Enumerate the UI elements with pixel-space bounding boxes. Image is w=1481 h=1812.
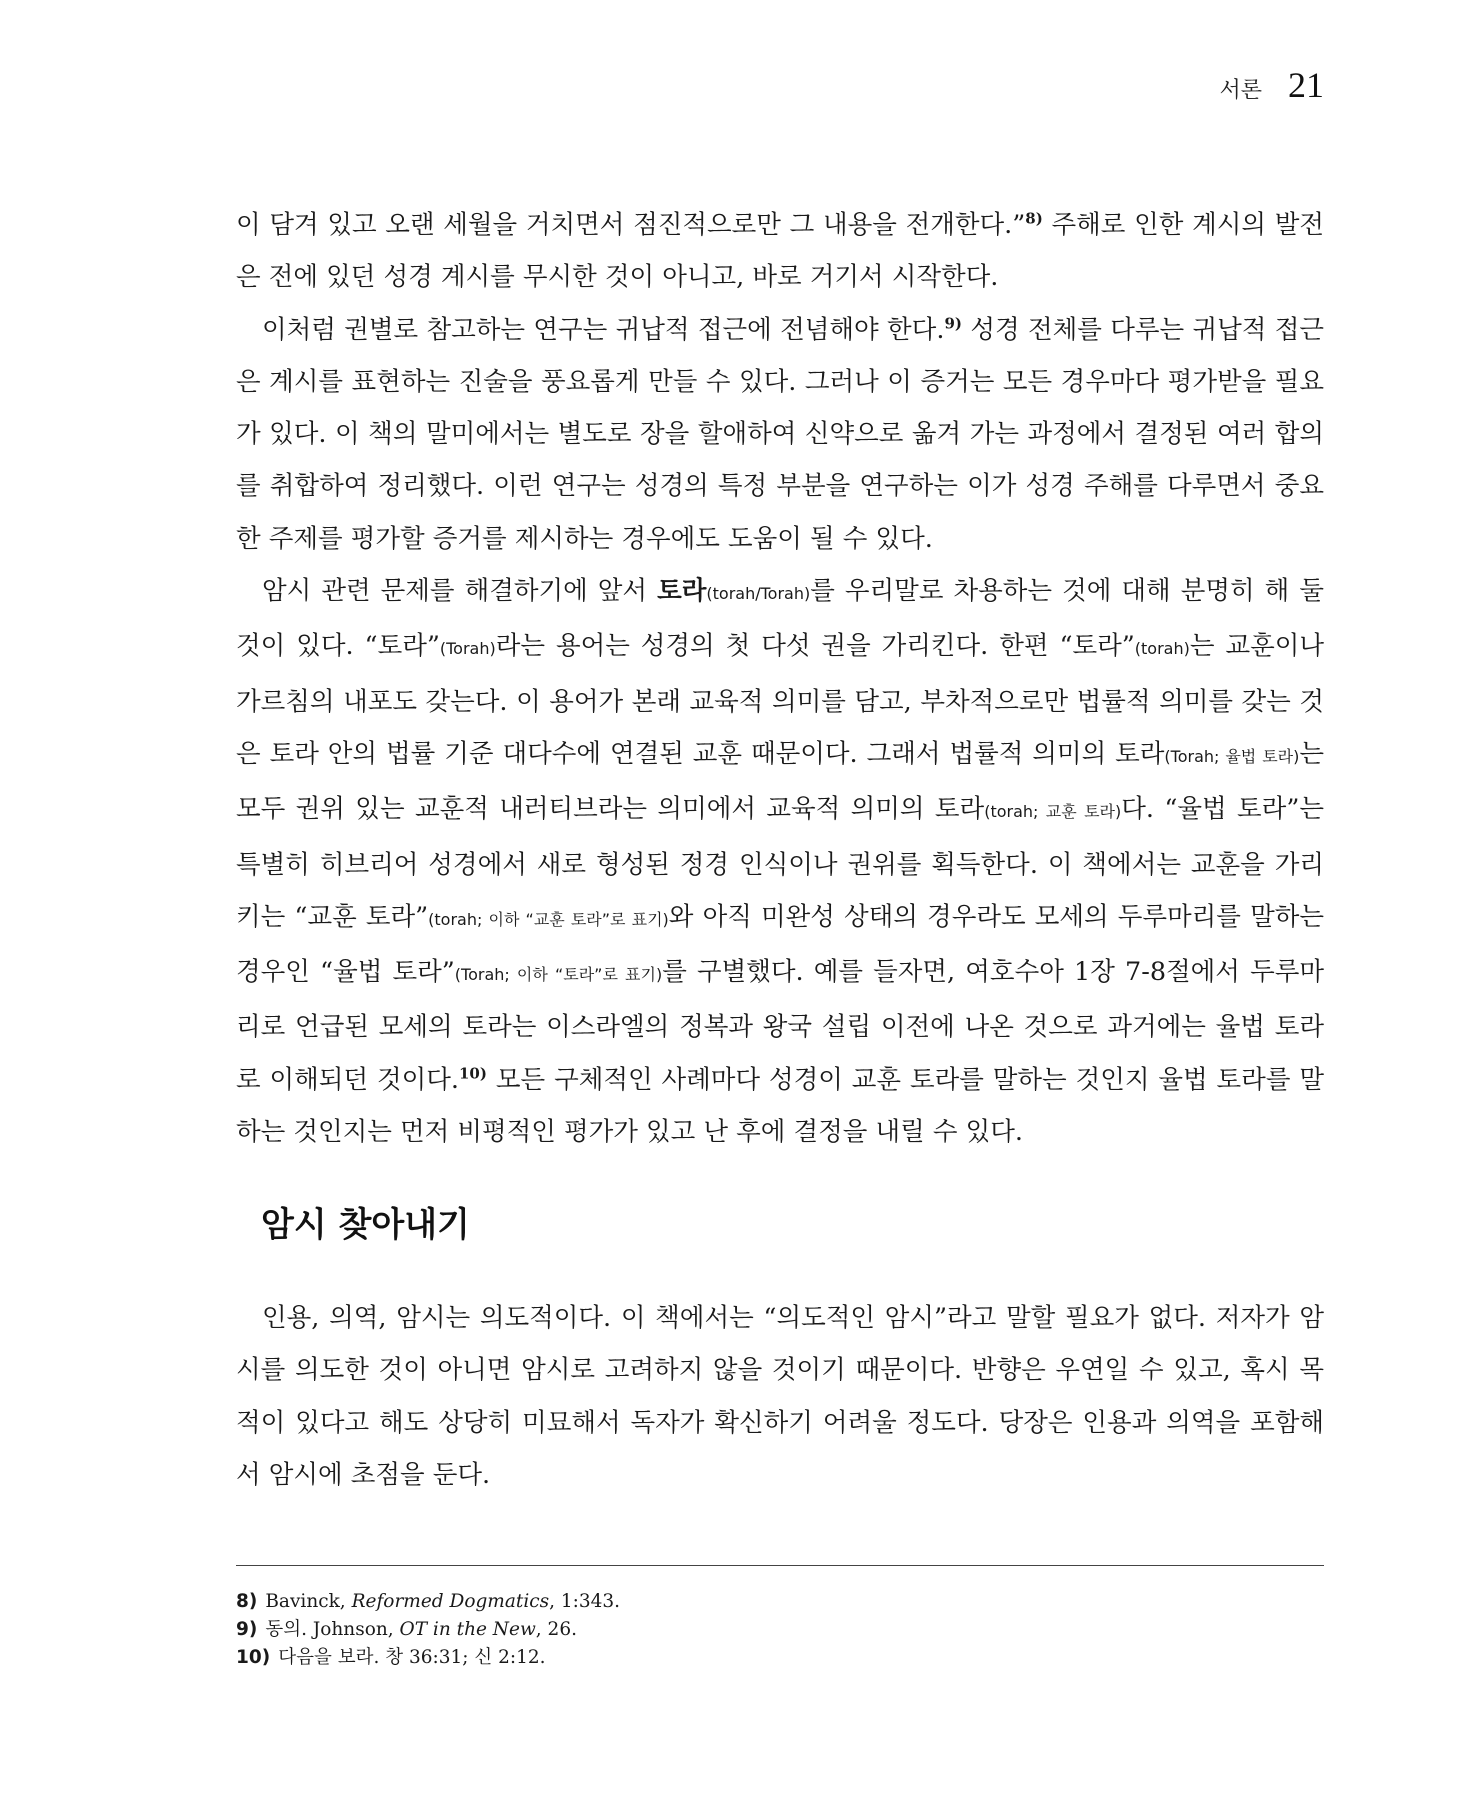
footnote-text: 동의. Johnson, <box>265 1619 400 1640</box>
footnote-text: Bavinck, <box>265 1591 352 1612</box>
text-run: 이 담겨 있고 오랜 세월을 거치면서 점진적으로만 그 내용을 전개한다.” <box>236 210 1026 240</box>
term-gloss: (torah) <box>1134 639 1190 659</box>
footnote <box>236 1616 1324 1644</box>
footnote-reference: 9) <box>944 314 962 333</box>
text-run: 모든 구체적인 사례마다 성경이 교훈 토라를 말하는 것인지 율법 토라를 말하는 것인지는 먼저 비평적인 평가가 있고 난 후에 결정을 내릴 수 있다. <box>236 1064 1324 1148</box>
paragraph <box>236 565 1324 1158</box>
footnote-number: 9) <box>236 1619 258 1640</box>
text-run: 는 모두 권위 있는 교훈적 내러티브라는 의미에서 교육적 의미의 토라 <box>236 738 1324 825</box>
text-run: 다. “율법 토라”는 특별히 히브리어 성경에서 새로 형성된 정경 인식이나 권위를 획득한다. 이 책에서는 교훈을 가리키는 “교훈 토라” <box>236 794 1324 932</box>
text-run: 암시 관련 문제를 해결하기에 앞서 <box>262 576 658 607</box>
term-gloss: (Torah) <box>439 639 496 659</box>
footnote-list <box>236 1588 1324 1672</box>
key-term: 토라 <box>657 576 707 607</box>
footnote-number: 8) <box>236 1591 258 1612</box>
text-run: 인용, 의역, 암시는 의도적이다. 이 책에서는 “의도적인 암시”라고 말할 필요가 없다. 저자가 암시를 의도한 것이 아니면 암시로 고려하지 않을 것이기 때문이다. 반향은 우연일 수 있고, 혹시 목적이 있다고 해도 상당히 미묘해서 독자가 확신하기 어려울 정도다. 당장은 인용과 의역을 포함해서 암시에 초점을 둔다. <box>236 1303 1324 1490</box>
footnote-text: 다음을 보라. 창 36:31; 신 2:12. <box>278 1647 546 1668</box>
text-run: 를 구별했다. 예를 들자면, 여호수아 1장 7-8절에서 두루마리로 언급된 모세의 토라는 이스라엘의 정복과 왕국 설립 이전에 나온 것으로 과거에는 율법 토라로 이해되던 것이다. <box>236 957 1324 1095</box>
text-run: 주해로 인한 계시의 발전은 전에 있던 성경 계시를 무시한 것이 아니고, 바로 거기서 시작한다. <box>236 210 1324 293</box>
footnote <box>236 1588 1324 1616</box>
footnote-number: 10) <box>236 1647 271 1668</box>
footnote-divider <box>236 1565 1324 1566</box>
term-gloss: (torah/Torah) <box>706 584 811 604</box>
term-gloss: (Torah; 이하 “토라”로 표기) <box>454 965 663 985</box>
text-run: 이처럼 권별로 참고하는 연구는 귀납적 접근에 전념해야 한다. <box>262 314 945 345</box>
text-run: 성경 전체를 다루는 귀납적 접근은 계시를 표현하는 진술을 풍요롭게 만들 수 있다. 그러나 이 증거는 모든 경우마다 평가받을 필요가 있다. 이 책의 말미에서는 별도로 장을 할애하여 신약으로 옮겨 가는 과정에서 결정된 여러 합의를 취합하여 정리했다. 이런 연구는 성경의 특정 부분을 연구하는 이가 성경 주해를 다루면서 중요한 주제를 평가할 증거를 제시하는 경우에도 도움이 될 수 있다. <box>236 314 1324 554</box>
term-gloss: (torah; 이하 “교훈 토라”로 표기) <box>428 909 669 929</box>
text-run: 라는 용어는 성경의 첫 다섯 권을 가리킨다. 한편 “토라” <box>495 631 1135 662</box>
paragraph <box>236 199 1324 304</box>
footnote-title: Reformed Dogmatics <box>351 1591 550 1612</box>
footnote <box>236 1644 1324 1672</box>
page-number: 21 <box>1288 65 1324 105</box>
text-run: 는 교훈이나 가르침의 내포도 갖는다. 이 용어가 본래 교육적 의미를 담고, 부차적으로만 법률적 의미를 갖는 것은 토라 안의 법률 기준 대다수에 연결된 교훈 때문이다. 그래서 법률적 의미의 토라 <box>236 631 1324 769</box>
running-header-section: 서론 <box>1219 78 1262 103</box>
footnote-reference: 10) <box>459 1064 487 1083</box>
main-body-text <box>236 199 1324 1158</box>
footnote-text: , 26. <box>535 1619 577 1640</box>
text-run: 를 우리말로 차용하는 것에 대해 분명히 해 둘 것이 있다. “토라” <box>236 576 1324 662</box>
footnote-title: OT in the New <box>399 1619 536 1640</box>
section-heading: 암시 찾아내기 <box>261 1205 470 1245</box>
section-body-text <box>236 1292 1324 1501</box>
footnote-reference: 8) <box>1025 209 1043 228</box>
term-gloss: (Torah; 율법 토라) <box>1164 746 1300 766</box>
footnote-text: , 1:343. <box>549 1591 621 1612</box>
running-header <box>1219 64 1324 106</box>
term-gloss: (torah; 교훈 토라) <box>984 802 1122 822</box>
paragraph <box>236 304 1324 565</box>
paragraph <box>236 1292 1324 1501</box>
text-run: 와 아직 미완성 상태의 경우라도 모세의 두루마리를 말하는 경우인 “율법 토라” <box>236 901 1324 988</box>
